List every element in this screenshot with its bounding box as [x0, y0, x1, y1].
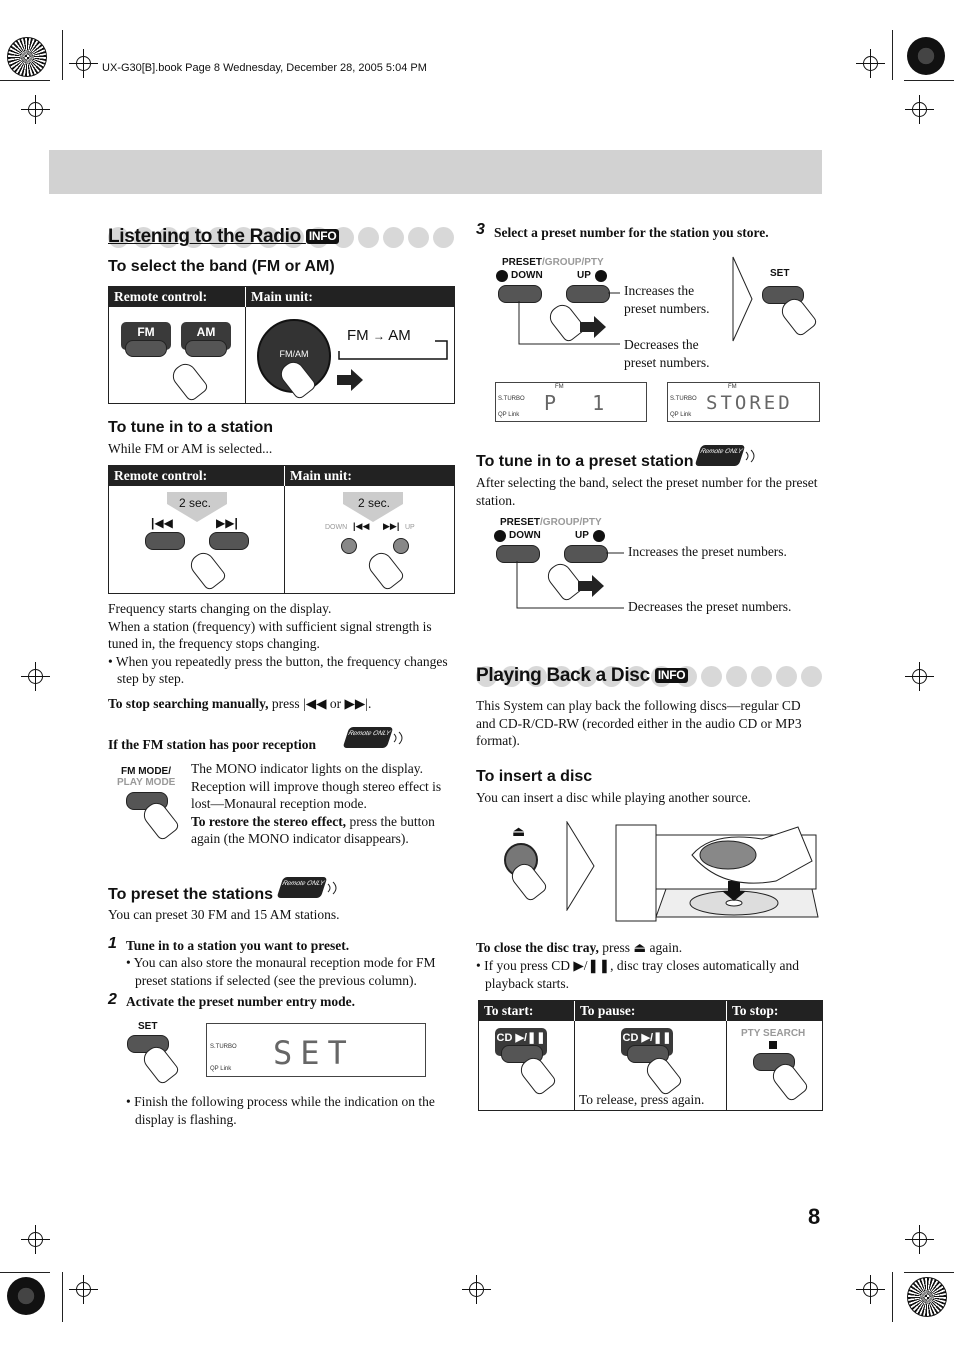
lcd-fm: FM [555, 384, 564, 390]
main-unit-label: Main unit: [290, 468, 352, 483]
up-label: UP [575, 530, 589, 541]
close-tray-text: To close the disc tray, press ⏏ again. [476, 940, 683, 955]
preset-heading: To preset the stations [108, 886, 274, 903]
fm-am-knob-label: FM/AM [279, 349, 309, 359]
close-tray-bullet: • If you press CD ▶/❚❚, disc tray closes automatically and playback starts. [476, 958, 800, 991]
preset-label: PRESET/GROUP/PTY [502, 257, 604, 268]
radio-section-title [108, 226, 453, 250]
stop-searching-text: To stop searching manually, press |◀◀ or ▶▶|. [108, 696, 372, 711]
leader-lines [476, 252, 626, 352]
finger-icon [186, 548, 227, 591]
header-band [49, 150, 822, 194]
to-start-label: To start: [484, 1003, 534, 1018]
fm-button[interactable] [125, 340, 167, 357]
remote-only-badge: Remote ONLY [277, 877, 328, 898]
tune-heading: To tune in to a station [108, 419, 274, 436]
corner-sunburst-mark-tl [7, 37, 47, 77]
registration-mark [912, 669, 927, 684]
two-sec-label-main: 2 sec. [358, 496, 391, 510]
tune-box [108, 465, 455, 594]
down-label: DOWN [511, 270, 543, 281]
file-info-text: UX-G30[B].book Page 8 Wednesday, December 28, 2005 5:04 PM [102, 62, 427, 74]
registration-mark [863, 1282, 878, 1297]
stop-icon [769, 1041, 777, 1049]
lcd-stored-text: STORED [706, 392, 793, 414]
lcd-sturbo: S.TURBO [210, 1044, 237, 1050]
lcd-qp-link: QP Link [670, 412, 692, 418]
remote-control-label: Remote control: [114, 289, 208, 304]
up-label: UP [405, 524, 415, 531]
lcd-fm: FM [728, 384, 737, 390]
prev-button[interactable] [145, 532, 185, 550]
step1-text: Tune in to a station you want to preset. [126, 938, 350, 953]
tune-preset-body: After selecting the band, select the preset number for the preset station. [476, 475, 818, 508]
down-label: DOWN [509, 530, 541, 541]
to-pause-label: To pause: [580, 1003, 636, 1018]
next-step-arrow [732, 256, 754, 342]
am-button-label: AM [181, 322, 231, 350]
signal-waves-icon [744, 449, 762, 463]
corner-sunburst-mark-bl [7, 1277, 45, 1315]
prev-symbol: |◀◀ [151, 516, 173, 530]
poor-reception-text: The MONO indicator lights on the display. Reception will improve though stereo effect is lost—Monaural reception mode. To restore the stereo effect, press the button again (the MONO indicator disappears). [191, 761, 442, 846]
increases-text: Increases the preset numbers. [628, 544, 787, 559]
disc-intro: This System can play back the following discs—regular CD and CD-R/CD-RW (recorded either in the audio CD or MP3 format). [476, 698, 802, 748]
fm-button-label: FM [121, 322, 171, 350]
am-button[interactable] [185, 340, 227, 357]
cd-play-pause-label: CD ▶/❚❚ [495, 1028, 547, 1056]
registration-mark [76, 56, 91, 71]
cd-play-pause-label: CD ▶/❚❚ [621, 1028, 673, 1056]
step2-bullet: • Finish the following process while the indication on the display is flashing. [126, 1094, 435, 1127]
crop-mark [62, 30, 63, 80]
lcd-qp-link: QP Link [498, 412, 520, 418]
insert-body: You can insert a disc while playing another source. [476, 790, 751, 805]
disc-tray-illustration [612, 821, 822, 925]
disc-title: Playing Back a Disc [476, 665, 650, 686]
next-symbol-main: ▶▶| [383, 521, 400, 531]
two-sec-label: 2 sec. [179, 496, 212, 510]
pty-search-label: PTY SEARCH [741, 1028, 806, 1039]
next-symbol: ▶▶| [216, 516, 238, 530]
crop-mark [892, 30, 893, 80]
band-sequence: FM → AM [347, 327, 411, 344]
press-arrow-icon [337, 369, 365, 391]
stored-display [667, 382, 820, 422]
preset-label: PRESET/GROUP/PTY [500, 517, 602, 528]
registration-mark [912, 102, 927, 117]
release-text: To release, press again. [579, 1092, 705, 1107]
crop-mark [0, 1272, 50, 1273]
registration-mark [28, 1232, 43, 1247]
registration-mark [912, 1232, 927, 1247]
crop-mark [892, 1272, 893, 1322]
tune-body: Frequency starts changing on the display. When a station (frequency) with sufficient signal strength is tuned in, the frequency stops changing. • When you repeatedly press the button, the frequency changes step by step. [108, 601, 448, 686]
crop-mark [904, 80, 954, 81]
set-display [206, 1023, 426, 1077]
step3-text: Select a preset number for the station you store. [494, 225, 769, 240]
prev-symbol-main: |◀◀ [353, 521, 370, 531]
step2-text: Activate the preset number entry mode. [126, 994, 355, 1009]
finger-icon [168, 359, 209, 402]
remote-only-badge: Remote ONLY [695, 445, 746, 466]
main-up-button[interactable] [393, 538, 409, 554]
play-mode-label: PLAY MODE [117, 777, 176, 788]
next-step-arrow [566, 821, 596, 911]
poor-reception-heading: If the FM station has poor reception [108, 737, 316, 752]
crop-mark [0, 80, 50, 81]
registration-mark [76, 1282, 91, 1297]
finger-icon [364, 548, 405, 591]
remote-control-label: Remote control: [114, 468, 208, 483]
step3-number: 3 [476, 221, 485, 238]
leader-lines [476, 513, 636, 613]
preset-number-display [495, 382, 647, 422]
increases-text: Increases the preset numbers. [624, 283, 710, 316]
eject-icon: ⏏ [512, 823, 526, 839]
next-button[interactable] [209, 532, 249, 550]
up-label: UP [577, 270, 591, 281]
lcd-sturbo: S.TURBO [498, 396, 525, 402]
registration-mark [28, 669, 43, 684]
decreases-text: Decreases the preset numbers. [624, 337, 710, 370]
step1-number: 1 [108, 935, 117, 952]
info-badge: INFO [306, 229, 339, 244]
lcd-qp-link: QP Link [210, 1066, 232, 1072]
registration-mark [28, 102, 43, 117]
page-number: 8 [808, 1204, 821, 1229]
insert-illustration [476, 815, 822, 925]
remote-only-badge: Remote ONLY [343, 727, 394, 748]
tune-intro: While FM or AM is selected... [108, 441, 273, 456]
info-badge: INFO [655, 668, 688, 683]
step3-illustration [476, 252, 822, 372]
step1-bullet: • You can also store the monaural reception mode for FM preset stations if selected (see the previous column). [126, 955, 436, 988]
signal-waves-icon [326, 881, 344, 895]
registration-mark [863, 56, 878, 71]
main-unit-label: Main unit: [251, 289, 313, 304]
crop-mark [62, 1272, 63, 1322]
tune-preset-heading: To tune in to a preset station [476, 453, 694, 470]
signal-waves-icon [392, 731, 410, 745]
set-label: SET [138, 1021, 158, 1032]
registration-mark [469, 1282, 484, 1297]
band-loop-arrow [319, 331, 449, 365]
playback-table [478, 1000, 823, 1111]
disc-section-title [476, 665, 822, 689]
down-label: DOWN [325, 524, 348, 531]
select-band-heading: To select the band (FM or AM) [108, 258, 335, 275]
decreases-text: Decreases the preset numbers. [628, 599, 792, 614]
step2-number: 2 [108, 991, 117, 1008]
lcd-sturbo: S.TURBO [670, 396, 697, 402]
select-band-box [108, 286, 455, 404]
corner-sunburst-mark-tr [907, 37, 945, 75]
lcd-preset-text: P 1 [544, 391, 609, 415]
to-stop-label: To stop: [732, 1003, 779, 1018]
crop-mark [904, 1272, 954, 1273]
lcd-set-text: SET [273, 1034, 355, 1072]
fm-mode-label: FM MODE/ [121, 766, 171, 777]
tune-preset-illustration [476, 513, 822, 613]
set-label: SET [770, 268, 790, 279]
radio-title: Listening to the Radio [108, 226, 301, 247]
main-down-button[interactable] [341, 538, 357, 554]
insert-heading: To insert a disc [476, 768, 593, 785]
preset-intro: You can preset 30 FM and 15 AM stations. [108, 907, 340, 922]
corner-sunburst-mark-br [907, 1277, 947, 1317]
